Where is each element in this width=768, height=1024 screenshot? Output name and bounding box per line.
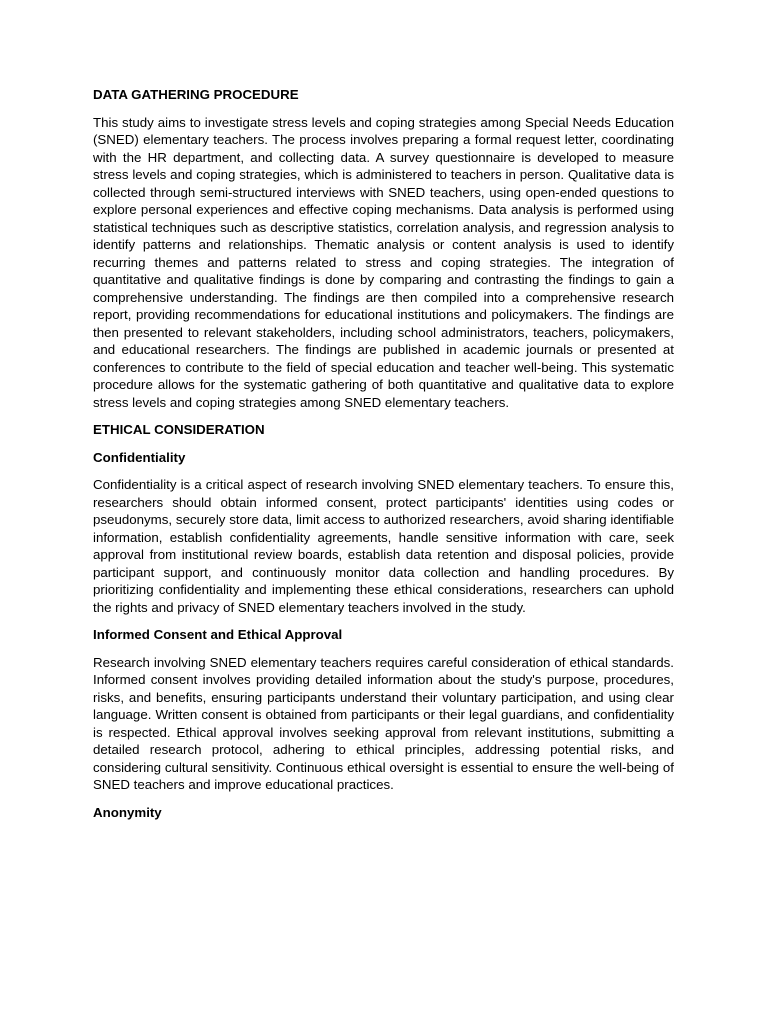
anonymity-subheading: Anonymity [93, 804, 162, 820]
confidentiality-paragraph: Confidentiality is a critical aspect of research involving SNED elementary teachers. To ensure this, researchers should obtain informed consent, protect participants' identities using codes or pseudonyms, securely store data, limit access to authorized researchers, avoid sharing identifiable information, establish confidentiality agreements, handle sensitive information with care, seek approval from institutional review boards, establish data retention and disposal policies, provide participant support, and continuously monitor data collection and handling procedures. By prioritizing confidentiality and implementing these ethical considerations, researchers can uphold the rights and privacy of SNED elementary teachers involved in the study. [93, 477, 674, 615]
informed-consent-subheading: Informed Consent and Ethical Approval [93, 627, 343, 642]
confidentiality-subheading: Confidentiality [93, 449, 186, 465]
ethical-consideration-heading: ETHICAL CONSIDERATION [93, 422, 265, 437]
document-page [93, 86, 674, 831]
data-gathering-paragraph: This study aims to investigate stress levels and coping strategies among Special Needs Education (SNED) elementary teachers. The process involves preparing a formal request letter, coordinating with the HR department, and collecting data. A survey questionnaire is developed to measure stress levels and coping strategies, which is administered to teachers in person. Qualitative data is collected through semi-structured interviews with SNED teachers, using open-ended questions to explore personal experiences and effective coping mechanisms. Data analysis is performed using statistical techniques such as descriptive statistics, correlation analysis, and regression analysis to identify patterns and relationships. Thematic analysis or content analysis is used to identify recurring themes and patterns related to stress and coping strategies. The integration of quantitative and qualitative findings is done by comparing and contrasting the findings to gain a comprehensive understanding. The findings are then compiled into a comprehensive research report, providing recommendations for educational institutions and policymakers. The findings are then presented to relevant stakeholders, including school administrators, teachers, policymakers, and educational researchers. The findings are published in academic journals or presented at conferences to contribute to the field of special education and teacher well-being. This systematic procedure allows for the systematic gathering of both quantitative and qualitative data to explore stress levels and coping strategies among SNED elementary teachers. [93, 114, 674, 410]
informed-consent-paragraph: Research involving SNED elementary teachers requires careful consideration of ethical standards. Informed consent involves providing detailed information about the study's purpose, procedures, risks, and benefits, ensuring participants understand their voluntary participation, and using clear language. Written consent is obtained from participants or their legal guardians, and confidentiality is respected. Ethical approval involves seeking approval from relevant institutions, submitting a detailed research protocol, adhering to ethical principles, addressing potential risks, and considering cultural sensitivity. Continuous ethical oversight is essential to ensure the well-being of SNED teachers and improve educational practices. [93, 654, 674, 792]
data-gathering-heading: DATA GATHERING PROCEDURE [93, 87, 299, 102]
